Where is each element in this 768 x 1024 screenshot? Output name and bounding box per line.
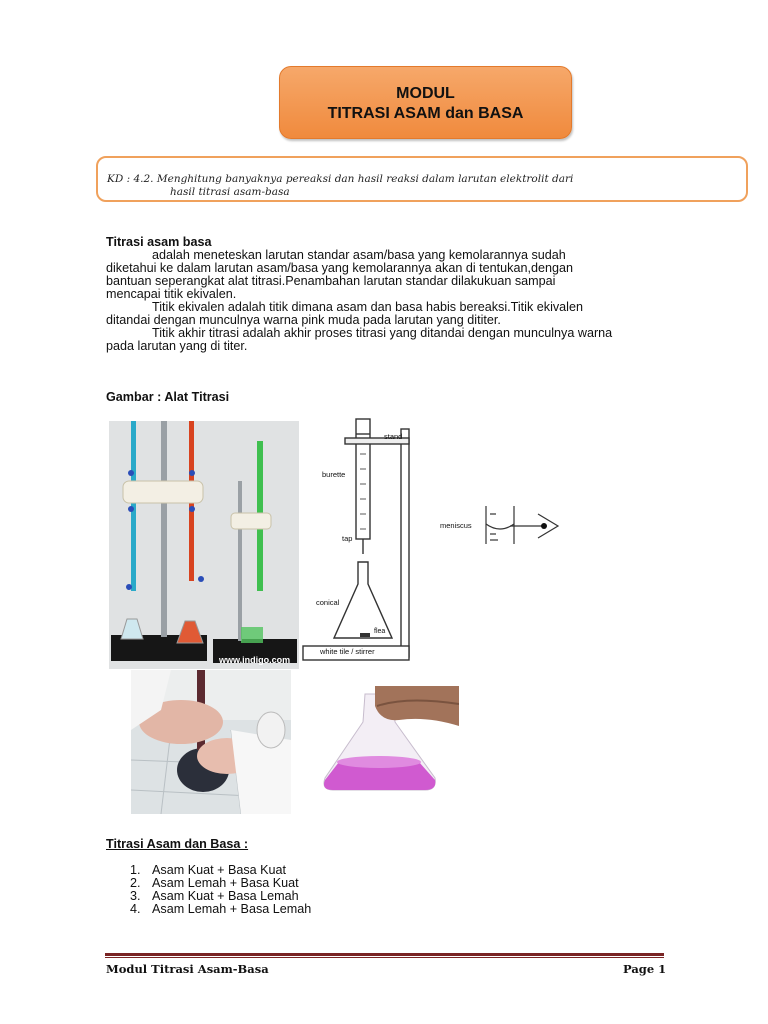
- list-item: Asam Kuat + Basa Lemah: [152, 889, 299, 903]
- module-title-box: [279, 66, 572, 139]
- list-item-number: 3.: [130, 889, 141, 903]
- paragraph-line: Titik akhir titrasi adalah akhir proses titrasi yang ditandai dengan munculnya warna: [152, 326, 613, 340]
- titration-setup-diagram: [300, 414, 430, 672]
- list-item: Asam Lemah + Basa Lemah: [152, 902, 312, 916]
- paragraph-line: ditandai dengan munculnya warna pink muda pada larutan yang dititer.: [106, 313, 501, 327]
- titration-stand-photo: [109, 421, 299, 669]
- diagram-label-tap: tap: [342, 534, 353, 543]
- paragraph-line: pada larutan yang di titer.: [106, 339, 248, 353]
- module-title-line2: TITRASI ASAM dan BASA: [327, 105, 524, 122]
- figure-caption: Gambar : Alat Titrasi: [106, 390, 230, 404]
- footer-divider: [105, 953, 664, 956]
- section-heading-titrasi: Titrasi asam basa: [106, 235, 212, 249]
- footer-page-number: Page 1: [623, 962, 667, 976]
- diagram-label-conical: conical: [316, 598, 340, 607]
- module-title-line1: MODUL: [396, 85, 455, 102]
- paragraph-line: Titik ekivalen adalah titik dimana asam dan basa habis bereaksi.Titik ekivalen: [152, 300, 583, 314]
- list-item: Asam Lemah + Basa Kuat: [152, 876, 299, 890]
- kd-box: [96, 156, 748, 202]
- list-item: Asam Kuat + Basa Kuat: [152, 863, 287, 877]
- paragraph-line: mencapai titik ekivalen.: [106, 287, 237, 301]
- footer-module-name: Modul Titrasi Asam-Basa: [106, 962, 269, 976]
- section-heading-jenis-titrasi: Titrasi Asam dan Basa :: [106, 837, 249, 851]
- paragraph-line: diketahui ke dalam larutan asam/basa yang kemolarannya akan di tentukan,dengan: [106, 261, 573, 275]
- diagram-label-burette: burette: [322, 470, 346, 479]
- list-item-number: 2.: [130, 876, 141, 890]
- paragraph-line: bantuan seperangkat alat titrasi.Penambahan larutan standar dilakukuan sampai: [106, 274, 556, 288]
- diagram-label-tile: white tile / stirrer: [320, 647, 375, 656]
- titration-hands-photo: [131, 670, 291, 814]
- meniscus-diagram: [440, 500, 565, 550]
- photo-watermark: www.indigo.com: [219, 655, 291, 665]
- kd-text-line1: KD : 4.2. Menghitung banyaknya pereaksi dan hasil reaksi dalam larutan elektrolit dari: [107, 173, 574, 185]
- footer-divider-thin: [105, 957, 664, 958]
- diagram-label-flea: flea: [374, 628, 386, 635]
- diagram-label-stand: stand: [384, 432, 403, 441]
- list-item-number: 1.: [130, 863, 141, 877]
- pink-flask-photo: [317, 686, 459, 794]
- list-item-number: 4.: [130, 902, 141, 916]
- kd-text-line2: hasil titrasi asam-basa: [170, 186, 290, 198]
- paragraph-line: adalah meneteskan larutan standar asam/basa yang kemolarannya sudah: [152, 248, 566, 262]
- diagram-label-meniscus: meniscus: [440, 521, 472, 530]
